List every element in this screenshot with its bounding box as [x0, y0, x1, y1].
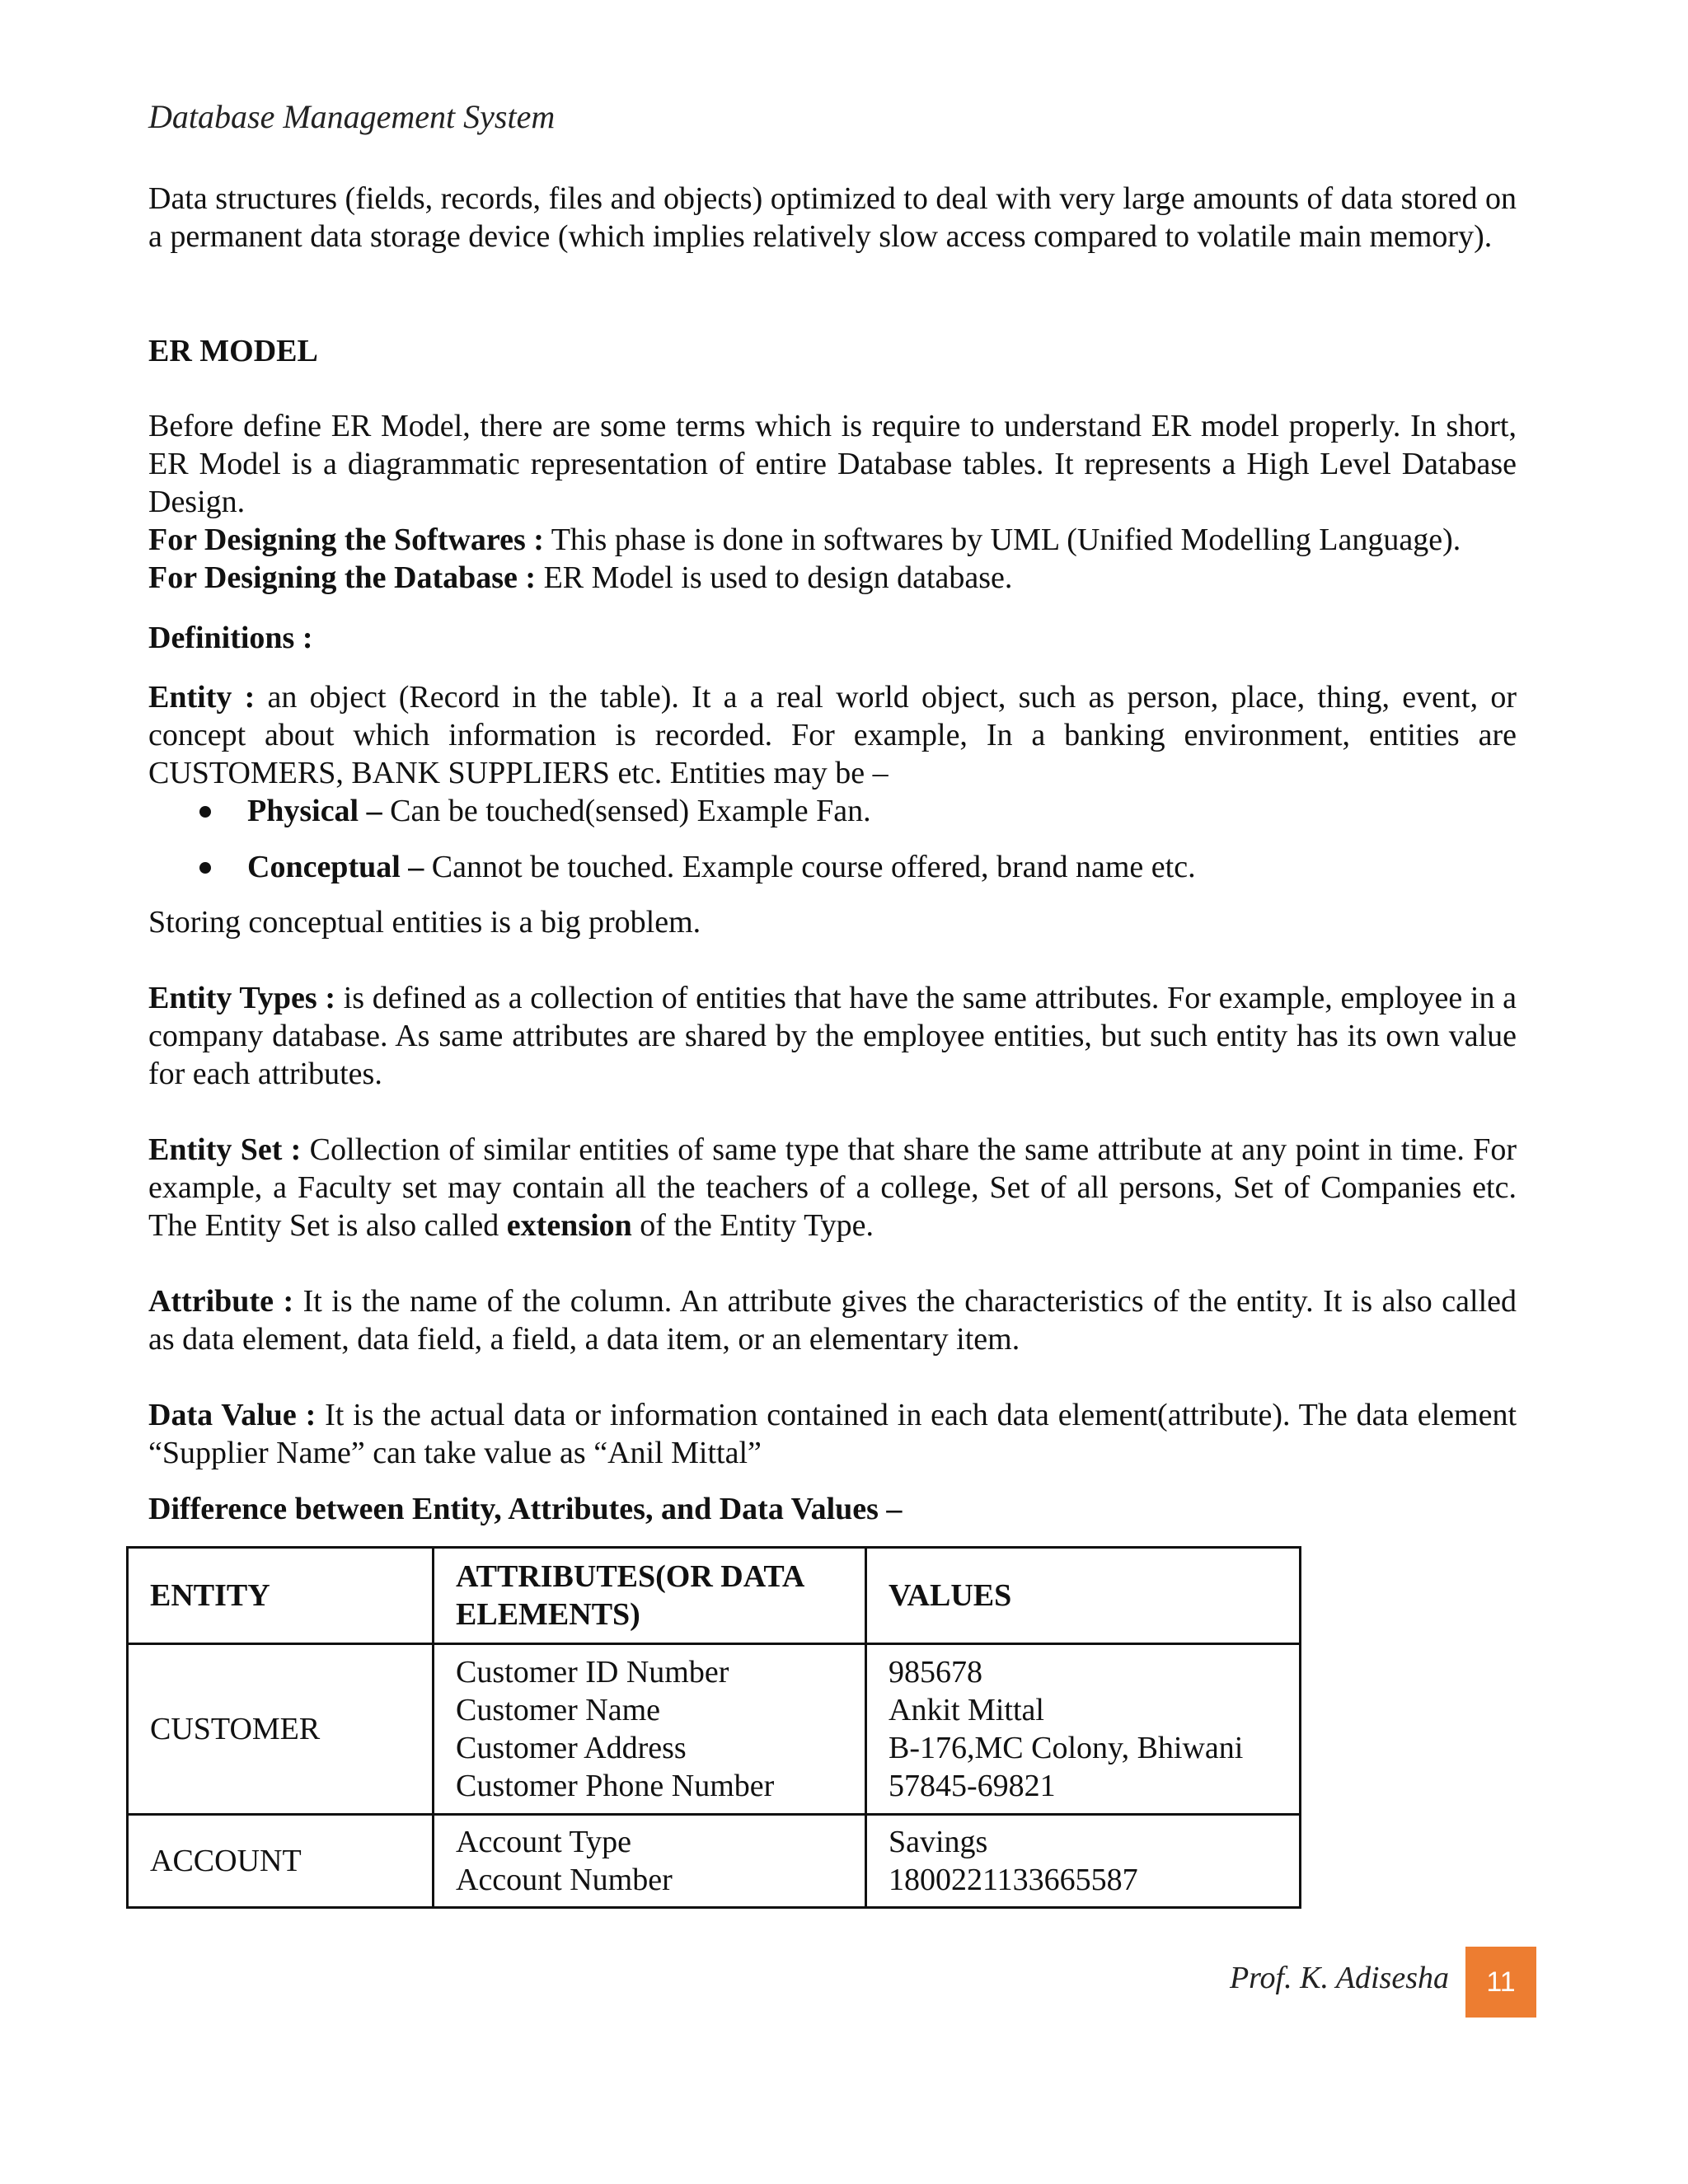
table-header-cell: ATTRIBUTES(OR DATA ELEMENTS)	[434, 1548, 866, 1644]
data-value-text: It is the actual data or information contained in each data element(attribute). The data element “Supplier Name” can take value as “Anil Mittal”	[148, 1398, 1517, 1470]
page-number-badge: 11	[1465, 1947, 1536, 2018]
data-value-definition	[148, 1396, 1517, 1472]
entity-attribute-value-table	[126, 1546, 1301, 1909]
entity-kinds-list	[148, 792, 1517, 886]
table-cell-attributes	[434, 1644, 866, 1815]
table-row	[128, 1815, 1301, 1908]
entity-types-definition	[148, 979, 1517, 1093]
bullet-icon	[199, 862, 211, 874]
intro-paragraph: Data structures (fields, records, files and objects) optimized to deal with very large amounts of data stored on a permanent data storage device (which implies relatively slow access compared to volatile main memory).	[148, 181, 1517, 254]
table-header-cell: ENTITY	[128, 1548, 434, 1644]
entity-text: an object (Record in the table). It a a real world object, such as person, place, thing, event, or concept about which information is recorded. For example, In a banking environment, entities are CUSTOMERS, BANK SUPPLIERS etc. Entities may be –	[148, 680, 1517, 790]
list-item	[148, 848, 1517, 886]
entity-set-definition	[148, 1131, 1517, 1244]
table-cell-entity: ACCOUNT	[128, 1815, 434, 1908]
value-item: Savings	[889, 1825, 988, 1859]
running-header-title: Database Management System	[148, 98, 556, 135]
attribute-item: Customer Name	[456, 1693, 661, 1727]
footer-author: Prof. K. Adisesha	[1229, 1961, 1449, 1995]
attribute-text: It is the name of the column. An attribute gives the characteristics of the entity. It is also called as data element, data field, a field, a data item, or an elementary item.	[148, 1284, 1517, 1357]
database-design-text: ER Model is used to design database.	[536, 560, 1013, 595]
attribute-item: Customer Phone Number	[456, 1769, 775, 1803]
table-header-row	[128, 1548, 1301, 1644]
er-model-paragraph: Before define ER Model, there are some terms which is require to understand ER model properly. In short, ER Model is a diagrammatic representation of entire Database tables. It represents a High Level Database Design.	[148, 409, 1517, 519]
software-design-line	[148, 521, 1517, 559]
data-value-label: Data Value :	[148, 1398, 316, 1432]
value-item: 985678	[889, 1655, 982, 1690]
definitions-heading: Definitions :	[148, 621, 313, 655]
entity-label: Entity :	[148, 680, 256, 715]
database-design-label: For Designing the Database :	[148, 560, 537, 595]
er-model-heading: ER MODEL	[148, 334, 318, 368]
value-item: Ankit Mittal	[889, 1693, 1044, 1727]
table-cell-values	[866, 1815, 1301, 1908]
entity-types-text: is defined as a collection of entities that have the same attributes. For example, employee in a company database. As same attributes are shared by the employee entities, but such entity has its own value for each attributes.	[148, 981, 1517, 1091]
attribute-item: Customer Address	[456, 1731, 687, 1765]
table-cell-attributes	[434, 1815, 866, 1908]
bullet-text: Can be touched(sensed) Example Fan.	[382, 794, 871, 828]
table-row	[128, 1644, 1301, 1815]
value-item: 57845-69821	[889, 1769, 1056, 1803]
entity-set-extension: extension	[506, 1208, 632, 1243]
entity-set-label: Entity Set :	[148, 1132, 302, 1167]
value-item: 1800221133665587	[889, 1863, 1138, 1897]
software-design-text: This phase is done in softwares by UML (Unified Modelling Language).	[543, 523, 1461, 557]
database-design-line	[148, 559, 1517, 597]
value-item: B-176,MC Colony, Bhiwani	[889, 1731, 1244, 1765]
bullet-label: Conceptual –	[247, 850, 424, 884]
bullet-icon	[199, 806, 211, 818]
storing-note: Storing conceptual entities is a big problem.	[148, 905, 701, 940]
attribute-definition	[148, 1282, 1517, 1358]
entity-types-label: Entity Types :	[148, 981, 336, 1015]
entity-set-text-1: Collection of similar entities of same type that share the same attribute at any point in time. For example, a Faculty set may contain all the teachers of a college, Set of all persons, Set of Companies etc. The Entity Set is also called	[148, 1132, 1517, 1243]
entity-definition	[148, 678, 1517, 792]
table-cell-entity: CUSTOMER	[128, 1644, 434, 1815]
software-design-label: For Designing the Softwares :	[148, 523, 544, 557]
attribute-item: Customer ID Number	[456, 1655, 729, 1690]
attribute-label: Attribute :	[148, 1284, 294, 1319]
bullet-text: Cannot be touched. Example course offered, brand name etc.	[424, 850, 1196, 884]
attribute-item: Account Type	[456, 1825, 631, 1859]
bullet-label: Physical –	[247, 794, 382, 828]
difference-heading: Difference between Entity, Attributes, and Data Values –	[148, 1492, 903, 1526]
table-cell-values	[866, 1644, 1301, 1815]
entity-set-text-2: of the Entity Type.	[631, 1208, 874, 1243]
list-item	[148, 792, 1517, 830]
attribute-item: Account Number	[456, 1863, 673, 1897]
table-header-cell: VALUES	[866, 1548, 1301, 1644]
